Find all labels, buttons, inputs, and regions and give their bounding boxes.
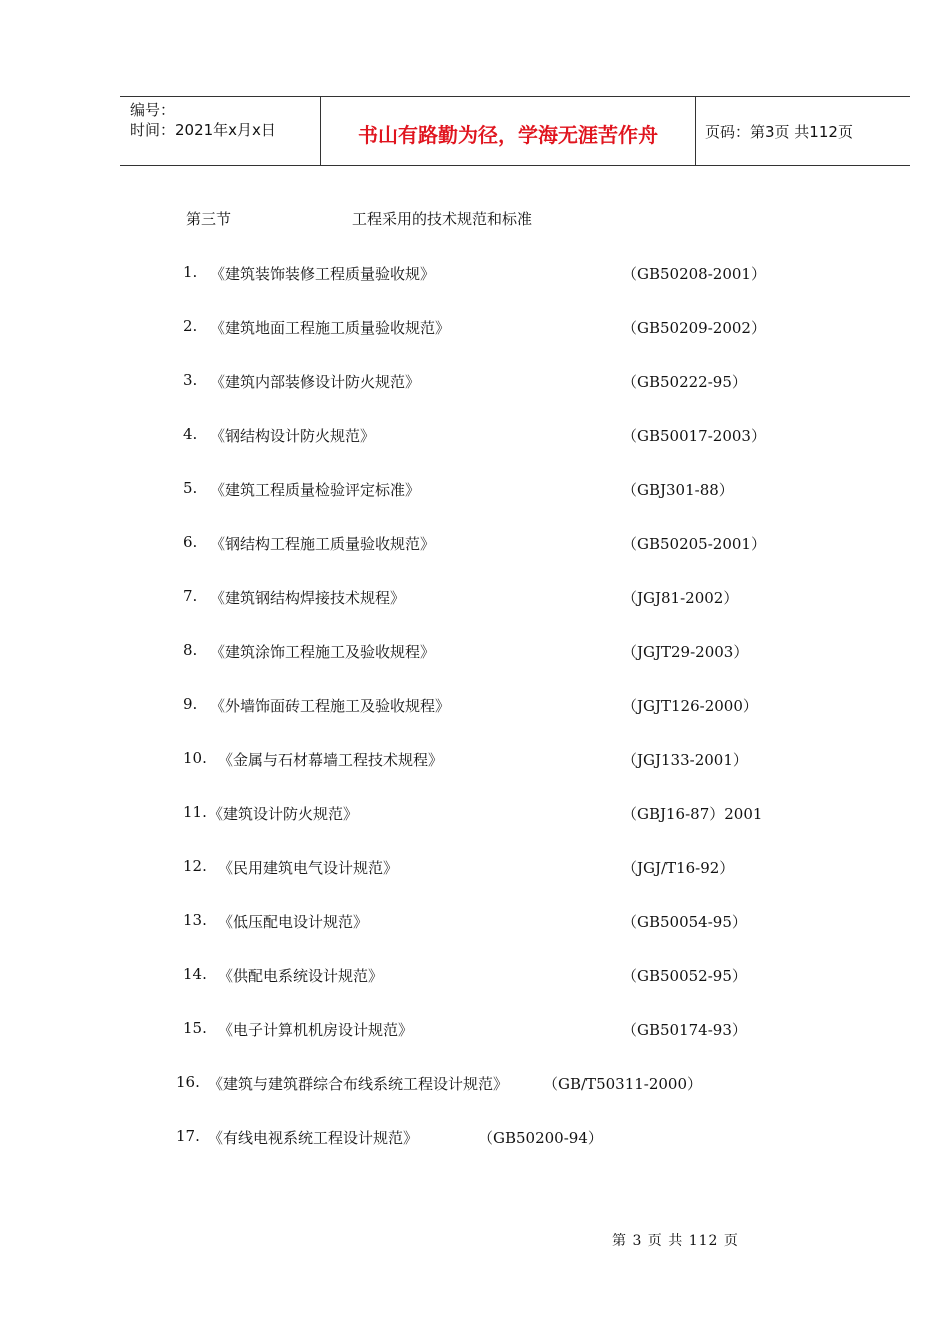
item-number: 8. (183, 641, 198, 659)
item-number: 4. (183, 425, 198, 443)
item-code: （GB50222-95） (622, 373, 747, 391)
item-title: 《建筑设计防火规范》 (208, 805, 359, 823)
header-page-cell (695, 97, 910, 165)
motto-text: 书山有路勤为径，学海无涯苦作舟 (358, 123, 658, 147)
item-number: 10. (183, 749, 207, 767)
list-item (0, 965, 950, 987)
item-title: 《建筑装饰装修工程质量验收规》 (210, 265, 436, 283)
item-code: （GB/T50311-2000） (543, 1075, 703, 1093)
item-title: 《建筑与建筑群综合布线系统工程设计规范》 (208, 1075, 509, 1093)
list-item (0, 263, 950, 285)
list-item (0, 425, 950, 447)
item-number: 16. (176, 1073, 200, 1091)
item-title: 《低压配电设计规范》 (218, 913, 369, 931)
item-code: （JGJ/T16-92） (622, 859, 735, 877)
item-title: 《建筑工程质量检验评定标准》 (210, 481, 421, 499)
list-item (0, 641, 950, 663)
item-number: 1. (183, 263, 198, 281)
list-item (0, 479, 950, 501)
item-code: （GBJ16-87）2001 (622, 805, 763, 823)
item-code: （GB50200-94） (478, 1129, 603, 1147)
page-header (120, 96, 910, 166)
item-code: （GB50017-2003） (622, 427, 766, 445)
list-item (0, 1127, 950, 1149)
list-item (0, 1019, 950, 1041)
header-motto-cell (320, 97, 696, 165)
header-meta-cell (120, 97, 320, 165)
item-code: （GB50205-2001） (622, 535, 766, 553)
item-number: 12. (183, 857, 207, 875)
item-code: （GB50209-2002） (622, 319, 766, 337)
item-title: 《金属与石材幕墙工程技术规程》 (218, 751, 444, 769)
item-code: （GB50174-93） (622, 1021, 747, 1039)
list-item (0, 317, 950, 339)
list-item (0, 803, 950, 825)
item-title: 《外墙饰面砖工程施工及验收规程》 (210, 697, 451, 715)
page-footer: 第 3 页 共 112 页 (612, 1233, 739, 1249)
list-item (0, 695, 950, 717)
list-item (0, 1073, 950, 1095)
list-item (0, 587, 950, 609)
item-title: 《供配电系统设计规范》 (218, 967, 384, 985)
item-code: （JGJT29-2003） (622, 643, 749, 661)
list-item (0, 911, 950, 933)
item-title: 《有线电视系统工程设计规范》 (208, 1129, 419, 1147)
list-item (0, 533, 950, 555)
page-info: 页码：第3页 共112页 (705, 123, 853, 141)
item-number: 17. (176, 1127, 200, 1145)
item-code: （GBJ301-88） (622, 481, 734, 499)
item-title: 《民用建筑电气设计规范》 (218, 859, 399, 877)
item-code: （JGJT126-2000） (622, 697, 758, 715)
item-number: 15. (183, 1019, 207, 1037)
item-number: 14. (183, 965, 207, 983)
list-item (0, 371, 950, 393)
item-number: 3. (183, 371, 198, 389)
item-number: 9. (183, 695, 198, 713)
item-code: （GB50052-95） (622, 967, 747, 985)
item-title: 《建筑涂饰工程施工及验收规程》 (210, 643, 436, 661)
serial-label: 编号： (130, 101, 176, 119)
item-number: 5. (183, 479, 198, 497)
item-number: 7. (183, 587, 198, 605)
time-label: 时间：2021年x月x日 (130, 121, 276, 139)
item-code: （GB50054-95） (622, 913, 747, 931)
item-number: 6. (183, 533, 198, 551)
list-item (0, 749, 950, 771)
item-title: 《电子计算机机房设计规范》 (218, 1021, 414, 1039)
item-code: （JGJ133-2001） (622, 751, 748, 769)
section-title: 工程采用的技术规范和标准 (352, 210, 533, 228)
item-title: 《建筑钢结构焊接技术规程》 (210, 589, 406, 607)
item-number: 2. (183, 317, 198, 335)
item-title: 《建筑地面工程施工质量验收规范》 (210, 319, 451, 337)
item-number: 11. (183, 803, 207, 821)
item-number: 13. (183, 911, 207, 929)
item-code: （GB50208-2001） (622, 265, 766, 283)
item-title: 《钢结构工程施工质量验收规范》 (210, 535, 436, 553)
list-item (0, 857, 950, 879)
item-code: （JGJ81-2002） (622, 589, 739, 607)
item-title: 《建筑内部装修设计防火规范》 (210, 373, 421, 391)
item-title: 《钢结构设计防火规范》 (210, 427, 376, 445)
section-number: 第三节 (186, 210, 232, 228)
